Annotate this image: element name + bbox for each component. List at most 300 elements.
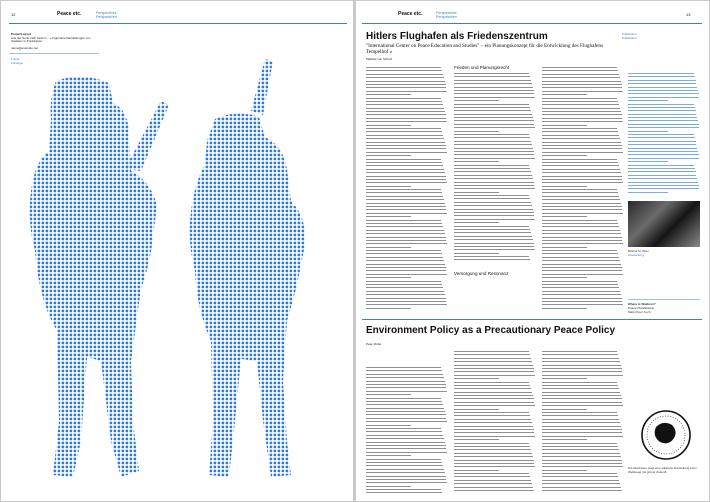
- text-line: [454, 466, 535, 467]
- text-line: [454, 97, 535, 98]
- text-line: [628, 80, 696, 81]
- text-line: [542, 135, 619, 136]
- text-line: [542, 142, 621, 143]
- text-line: [542, 91, 623, 92]
- text-line: [542, 176, 622, 177]
- text-line: [628, 97, 699, 98]
- text-line: [454, 93, 534, 94]
- text-line: [454, 198, 530, 199]
- text-line: [366, 131, 442, 132]
- box-rule: [628, 299, 700, 300]
- text-line: [366, 162, 442, 163]
- text-line: [454, 141, 531, 142]
- text-line: [366, 391, 447, 392]
- side-link[interactable]: Friede: [11, 57, 20, 61]
- text-line: [542, 398, 622, 399]
- text-line: [542, 182, 623, 183]
- text-line: [542, 108, 620, 109]
- globe-illustration: [636, 407, 696, 463]
- text-line: [366, 118, 446, 119]
- text-line: [366, 304, 447, 305]
- text-line: [628, 120, 698, 121]
- text-line: [366, 233, 445, 234]
- text-line: [366, 387, 446, 388]
- text-line: [366, 476, 446, 477]
- text-line: [366, 128, 441, 129]
- text-line: [454, 127, 535, 128]
- text-line: [454, 182, 534, 183]
- text-line: [366, 257, 443, 258]
- text-line: [628, 144, 696, 145]
- article2-col3: [542, 351, 624, 493]
- article-title: Hitlers Flughafen als Friedenszentrum: [366, 31, 548, 42]
- text-line: [454, 405, 535, 406]
- article2-col1: [366, 367, 448, 496]
- text-line: [542, 388, 619, 389]
- text-line: [628, 76, 695, 77]
- text-line: [542, 412, 617, 413]
- text-line: [454, 480, 531, 481]
- text-line: [542, 257, 619, 258]
- text-line: [628, 114, 696, 115]
- text-line: [542, 192, 618, 193]
- text-line: [366, 125, 411, 126]
- text-line: [542, 223, 618, 224]
- text-line: [542, 138, 620, 139]
- text-line: [542, 199, 620, 200]
- text-line: [366, 253, 442, 254]
- text-line: [366, 226, 443, 227]
- text-line: [454, 419, 531, 420]
- section-label: Perspectives Perspektiven: [436, 11, 457, 20]
- text-line: [542, 121, 623, 122]
- text-line: [366, 145, 446, 146]
- text-line: [366, 452, 447, 453]
- text-line: [366, 114, 446, 115]
- text-line: [454, 436, 535, 437]
- text-line: [454, 483, 532, 484]
- text-line: [454, 195, 529, 196]
- text-line: [542, 81, 621, 82]
- footer-note: Die Illustration zeigt eine stilisierte Darstellung einer Weltkugel mit grüner Zukunft.: [628, 466, 697, 474]
- text-line: [454, 165, 529, 166]
- text-line: [628, 104, 694, 105]
- text-line: [542, 152, 623, 153]
- text-line: [542, 233, 621, 234]
- text-line: [366, 367, 441, 368]
- text-line: [628, 110, 696, 111]
- text-line: [366, 462, 442, 463]
- pub-link[interactable]: Publikation: [622, 35, 637, 40]
- text-line: [542, 243, 623, 244]
- text-line: [542, 429, 622, 430]
- text-line: [366, 408, 444, 409]
- text-line: [542, 209, 622, 210]
- text-line: [366, 438, 444, 439]
- article2-byline: Peter Rübe: [366, 342, 382, 346]
- text-line: [366, 84, 446, 85]
- text-line: [542, 250, 617, 251]
- text-line: [366, 104, 443, 105]
- text-line: [454, 148, 533, 149]
- text-line: [454, 134, 529, 135]
- text-line: [454, 205, 532, 206]
- text-line: [454, 131, 499, 132]
- text-line: [366, 209, 446, 210]
- text-line: [366, 250, 441, 251]
- text-line: [454, 154, 534, 155]
- text-line: [542, 287, 619, 288]
- text-line: [542, 354, 618, 355]
- text-line: [542, 382, 617, 383]
- text-line: [454, 100, 499, 101]
- text-line: [366, 414, 446, 415]
- text-line: [542, 230, 620, 231]
- text-line: [366, 411, 445, 412]
- text-line: [628, 154, 699, 155]
- text-line: [542, 264, 621, 265]
- text-line: [454, 158, 535, 159]
- text-line: [366, 176, 446, 177]
- text-line: [542, 351, 617, 352]
- text-line: [628, 168, 695, 169]
- text-line: [454, 219, 535, 220]
- text-line: [542, 189, 617, 190]
- text-line: [366, 469, 444, 470]
- article1-col2: [454, 73, 536, 263]
- text-line: [628, 185, 699, 186]
- text-line: [628, 188, 699, 189]
- text-line: [628, 87, 697, 88]
- text-line: [366, 459, 441, 460]
- text-line: [542, 159, 617, 160]
- text-line: [366, 243, 447, 244]
- text-line: [366, 223, 442, 224]
- text-line: [366, 267, 446, 268]
- text-line: [366, 87, 446, 88]
- text-line: [542, 443, 617, 444]
- text-line: [366, 274, 447, 275]
- text-line: [366, 455, 411, 456]
- text-line: [542, 409, 587, 410]
- text-line: [628, 90, 698, 91]
- text-line: [454, 137, 530, 138]
- text-line: [454, 378, 499, 379]
- header-rule: [362, 23, 702, 24]
- text-line: [542, 145, 622, 146]
- text-line: [366, 220, 441, 221]
- text-line: [542, 125, 587, 126]
- text-line: [542, 114, 622, 115]
- text-line: [366, 121, 447, 122]
- text-line: [542, 415, 618, 416]
- text-line: [454, 426, 533, 427]
- text-line: [454, 226, 529, 227]
- info-box: Where is Waldenn? Peace Pfau/Ekstein Mark-Peter Koch: [628, 302, 656, 314]
- text-line: [542, 216, 587, 217]
- text-line: [542, 162, 618, 163]
- text-line: [454, 249, 535, 250]
- text-line: [628, 107, 695, 108]
- right-page: [356, 1, 709, 501]
- text-line: [542, 490, 622, 491]
- text-line: [366, 370, 442, 371]
- text-line: [542, 131, 618, 132]
- text-line: [366, 247, 411, 248]
- text-line: [454, 256, 529, 257]
- photo-caption: Bettina M. Pfau Ausstellung: [628, 249, 649, 257]
- text-line: [542, 446, 618, 447]
- text-line: [454, 171, 531, 172]
- text-line: [454, 107, 530, 108]
- pub-link[interactable]: Publication: [622, 32, 637, 36]
- text-line: [628, 175, 696, 176]
- text-line: [454, 429, 534, 430]
- text-line: [542, 473, 617, 474]
- text-line: [366, 431, 442, 432]
- text-line: [542, 260, 620, 261]
- article2-col2: [454, 351, 536, 493]
- article1-col1: [366, 67, 448, 311]
- text-line: [454, 446, 530, 447]
- text-line: [542, 213, 623, 214]
- text-line: [454, 243, 534, 244]
- text-line: [454, 192, 499, 193]
- text-line: [366, 74, 443, 75]
- text-line: [542, 365, 621, 366]
- text-line: [454, 354, 530, 355]
- text-line: [542, 456, 621, 457]
- text-line: [366, 284, 442, 285]
- text-line: [454, 358, 531, 359]
- text-line: [454, 351, 529, 352]
- text-line: [454, 460, 534, 461]
- text-line: [542, 463, 622, 464]
- text-line: [542, 240, 622, 241]
- text-line: [542, 426, 621, 427]
- text-line: [366, 398, 441, 399]
- text-line: [542, 148, 622, 149]
- text-line: [542, 422, 620, 423]
- text-line: [454, 236, 532, 237]
- masthead: Peace etc.: [398, 11, 423, 17]
- article-subtitle: "International Center on Peace Education and Studies" – ein Planungskonzept für die Entwicklung des Flughafens Tempelhof »: [366, 43, 604, 55]
- masthead: Peace etc.: [57, 11, 82, 17]
- text-line: [366, 479, 446, 480]
- text-line: [366, 377, 444, 378]
- article-divider: [362, 319, 702, 320]
- text-line: [628, 171, 696, 172]
- text-line: [628, 100, 668, 101]
- text-line: [628, 141, 696, 142]
- text-line: [628, 178, 697, 179]
- text-line: [366, 418, 446, 419]
- text-line: [454, 175, 532, 176]
- text-line: [454, 168, 530, 169]
- text-line: [542, 226, 619, 227]
- text-line: [542, 172, 621, 173]
- text-line: [454, 246, 534, 247]
- text-line: [542, 128, 617, 129]
- text-line: [542, 94, 587, 95]
- text-line: [454, 185, 534, 186]
- text-line: [454, 487, 533, 488]
- text-line: [542, 308, 587, 309]
- soldier-figure-right: [190, 59, 306, 477]
- text-line: [542, 253, 618, 254]
- sidebar-notes: [628, 73, 700, 195]
- text-line: [366, 179, 446, 180]
- text-line: [366, 165, 443, 166]
- text-line: [542, 480, 619, 481]
- text-line: [454, 104, 529, 105]
- text-line: [454, 212, 534, 213]
- text-line: [542, 84, 622, 85]
- text-line: [542, 402, 622, 403]
- text-line: [366, 155, 411, 156]
- text-line: [366, 77, 444, 78]
- text-line: [542, 439, 587, 440]
- text-line: [366, 186, 411, 187]
- text-line: [454, 463, 534, 464]
- text-line: [628, 134, 694, 135]
- text-line: [454, 392, 532, 393]
- text-line: [542, 74, 619, 75]
- text-line: [454, 80, 531, 81]
- text-line: [366, 98, 441, 99]
- text-line: [628, 93, 699, 94]
- text-line: [628, 158, 699, 159]
- text-line: [542, 277, 587, 278]
- text-line: [542, 101, 618, 102]
- text-line: [366, 374, 443, 375]
- text-line: [542, 179, 622, 180]
- side-link[interactable]: Fürsorge: [11, 60, 24, 65]
- text-line: [542, 419, 619, 420]
- text-line: [366, 421, 447, 422]
- portrait-photo: [628, 201, 700, 247]
- text-line: [542, 220, 617, 221]
- text-line: [454, 253, 499, 254]
- soldier-figure-left: [30, 76, 169, 477]
- text-line: [366, 277, 411, 278]
- text-line: [366, 486, 411, 487]
- text-line: [454, 412, 529, 413]
- text-line: [542, 281, 617, 282]
- text-line: [366, 294, 445, 295]
- text-line: [628, 124, 699, 125]
- text-line: [542, 436, 623, 437]
- text-line: [454, 202, 531, 203]
- article2-title: Environment Policy as a Precautionary Peace Policy: [366, 325, 615, 336]
- text-line: [454, 402, 534, 403]
- text-line: [542, 155, 587, 156]
- text-line: [454, 259, 530, 260]
- text-line: [366, 435, 443, 436]
- text-line: [366, 203, 445, 204]
- text-line: [366, 148, 446, 149]
- text-line: [542, 270, 622, 271]
- text-line: [542, 405, 623, 406]
- text-line: [454, 456, 533, 457]
- text-line: [454, 490, 534, 491]
- text-line: [366, 111, 445, 112]
- text-line: [454, 76, 530, 77]
- text-line: [454, 232, 531, 233]
- text-line: [628, 131, 668, 132]
- text-line: [366, 472, 445, 473]
- text-line: [366, 281, 441, 282]
- section-heading: Frieden und Planungsrecht: [454, 65, 510, 70]
- text-line: [366, 465, 443, 466]
- text-line: [366, 404, 443, 405]
- text-line: [542, 67, 617, 68]
- text-line: [454, 222, 499, 223]
- text-line: [454, 398, 534, 399]
- text-line: [366, 240, 446, 241]
- text-line: [454, 83, 532, 84]
- page-number: 13: [686, 12, 691, 17]
- text-line: [454, 124, 534, 125]
- text-line: [366, 108, 444, 109]
- text-line: [366, 270, 446, 271]
- soldiers-illustration: [1, 1, 353, 501]
- byline: Mathias von Schulz: [366, 57, 393, 61]
- text-line: [366, 291, 444, 292]
- text-line: [542, 118, 622, 119]
- text-line: [542, 449, 619, 450]
- text-line: [366, 138, 444, 139]
- text-line: [366, 298, 446, 299]
- text-line: [542, 98, 617, 99]
- text-line: [542, 70, 618, 71]
- text-line: [366, 172, 445, 173]
- text-line: [366, 445, 446, 446]
- text-line: [366, 91, 447, 92]
- text-line: [542, 470, 587, 471]
- text-line: [454, 371, 534, 372]
- text-line: [454, 87, 533, 88]
- text-line: [542, 460, 622, 461]
- text-line: [542, 267, 622, 268]
- text-line: [542, 169, 620, 170]
- text-line: [542, 203, 621, 204]
- text-line: [454, 178, 533, 179]
- text-line: [454, 73, 529, 74]
- text-line: [454, 117, 533, 118]
- text-line: [542, 453, 620, 454]
- text-line: [628, 137, 695, 138]
- text-line: [454, 120, 534, 121]
- text-line: [366, 196, 443, 197]
- text-line: [542, 385, 618, 386]
- text-line: [366, 216, 411, 217]
- text-line: [454, 375, 535, 376]
- text-line: [542, 247, 587, 248]
- text-line: [454, 361, 532, 362]
- text-line: [542, 165, 619, 166]
- text-line: [628, 165, 694, 166]
- text-line: [366, 260, 444, 261]
- text-line: [454, 432, 534, 433]
- text-line: [454, 473, 529, 474]
- text-line: [454, 395, 533, 396]
- text-line: [366, 237, 446, 238]
- text-line: [366, 384, 446, 385]
- text-line: [628, 148, 697, 149]
- text-line: [454, 385, 530, 386]
- text-line: [366, 192, 442, 193]
